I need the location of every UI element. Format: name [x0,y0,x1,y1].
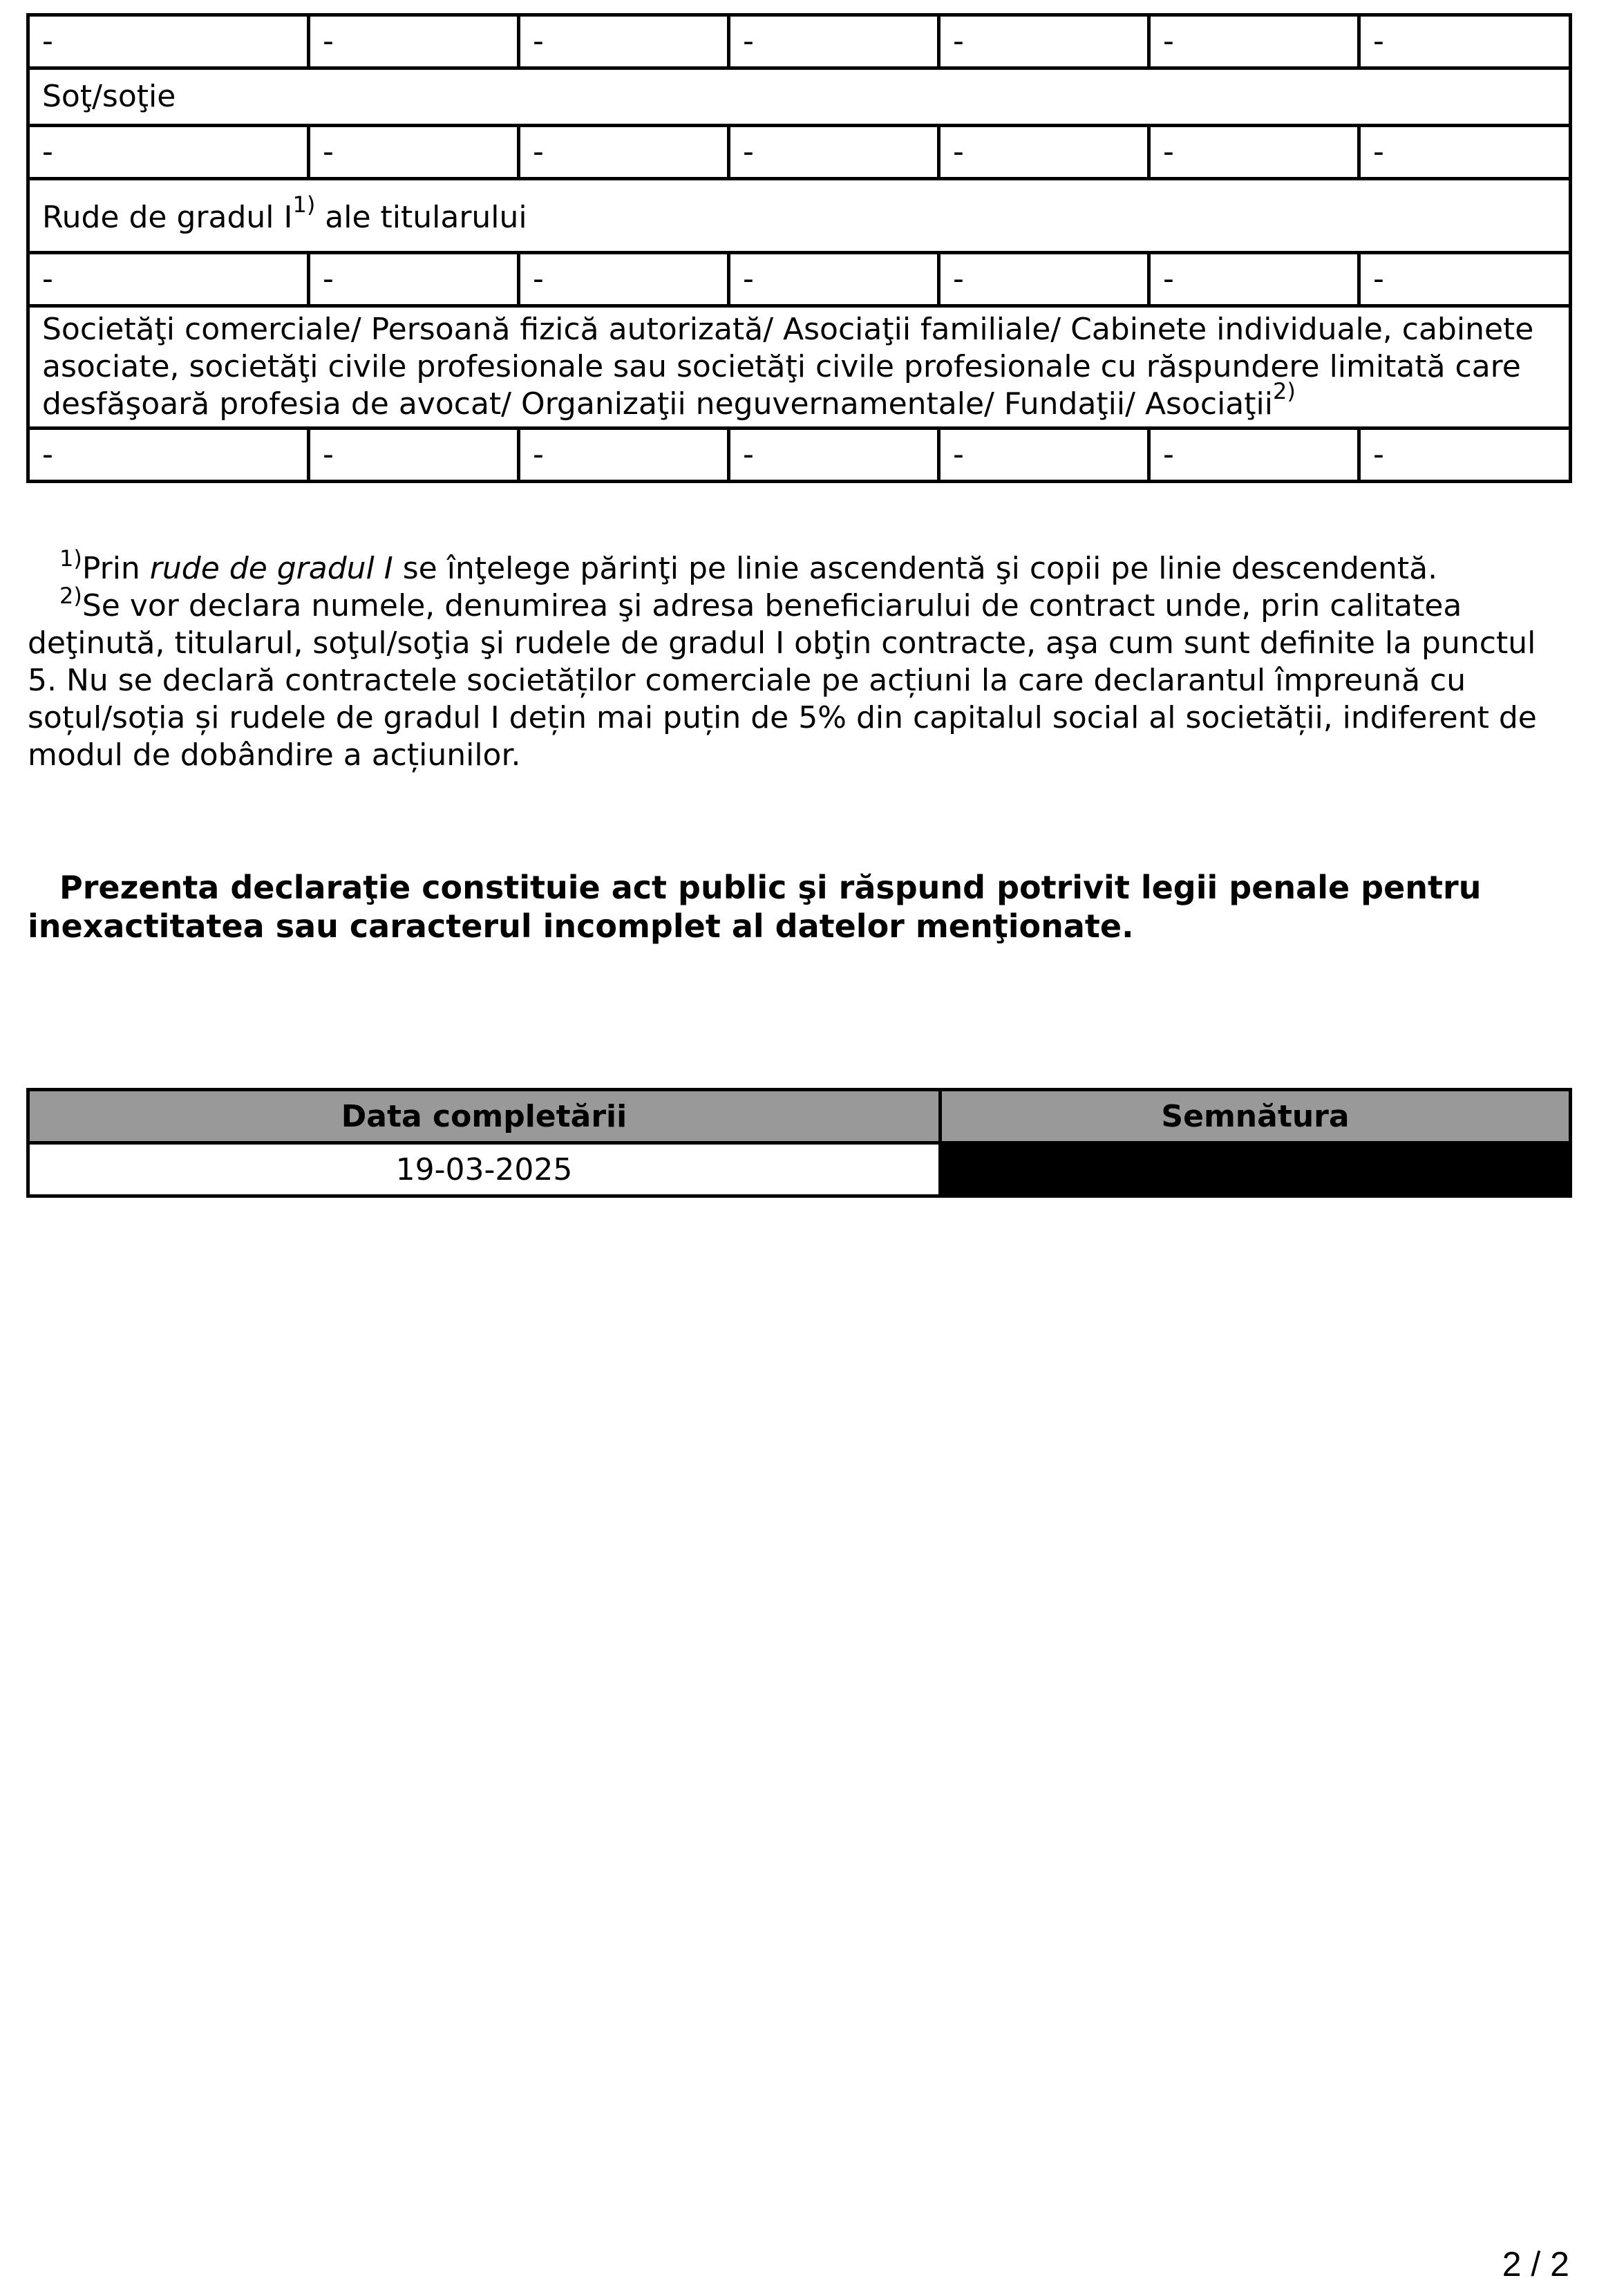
table-cell: - [1359,253,1571,306]
completion-date: 19-03-2025 [28,1143,941,1196]
signature-field [941,1143,1571,1196]
table-cell: - [309,253,519,306]
contracts-table [26,13,1572,483]
signature-table-row [28,1143,1571,1196]
table-cell: - [1359,15,1571,68]
signature-label: Semnătura [941,1090,1571,1143]
table-row [28,126,1571,179]
table-cell: - [28,429,309,482]
table-cell: - [729,15,939,68]
table-cell: - [28,15,309,68]
table-cell: - [519,253,729,306]
footnote-1-rest: se înţelege părinţi pe linie ascendentă şi copii pe linie descendentă. [393,551,1438,586]
footnotes [28,545,1569,774]
table-row [28,15,1571,68]
table-cell: - [309,15,519,68]
table-cell: - [1149,15,1359,68]
table-cell: - [1149,253,1359,306]
table-row [28,253,1571,306]
table-cell: - [1359,126,1571,179]
section-label-relatives [28,179,1571,253]
page-number: 2 / 2 [1502,2245,1569,2284]
footnote-2 [28,583,1569,774]
footnote-1-prefix: Prin [82,551,150,586]
table-cell: - [28,253,309,306]
table-cell: - [519,429,729,482]
companies-label: Societăţi comerciale/ Persoană fizică autorizată/ Asociaţii familiale/ Cabinete individuale, cabinete asociate, societăţi civile profesionale sau societăţi civile profesionale cu răspundere limitată care desfăşoară profesia de avocat/ Organizaţii neguvernamentale/ Fundaţii/ Asociaţii [42,312,1534,422]
footnote-1 [28,545,1569,587]
section-row-spouse [28,68,1571,126]
section-row-relatives [28,179,1571,253]
footnote-1-marker: 1) [59,545,82,572]
footnote-2-marker: 2) [59,583,82,610]
table-row [28,429,1571,482]
table-cell: - [1149,126,1359,179]
table-cell: - [1359,429,1571,482]
section-row-companies [28,306,1571,429]
section-label-companies [28,306,1571,429]
table-cell: - [519,126,729,179]
table-cell: - [729,126,939,179]
table-cell: - [309,126,519,179]
footnote-ref-1: 1) [292,191,316,218]
relatives-label-end: ale titularului [315,199,527,235]
table-cell: - [1149,429,1359,482]
table-cell: - [939,15,1149,68]
signature-table-header [28,1090,1571,1143]
table-cell: - [939,126,1149,179]
table-cell: - [309,429,519,482]
footnote-1-term: rude de gradul I [149,551,393,586]
footnote-ref-2: 2) [1272,378,1296,405]
footnote-2-text: Se vor declara numele, denumirea şi adresa beneficiarului de contract unde, prin calitatea deţinută, titularul, soţul/soţia şi rudele de gradul I obţin contracte, aşa cum sunt definite la punctul 5. Nu se declară contractele societăților comerciale pe acțiuni la care declarantul împreună cu soțul/soția și rudele de gradul I dețin mai puțin de 5% din capitalul social al societății, indiferent de modul de dobândire a acțiunilor. [28,588,1537,773]
signature-table [26,1088,1572,1198]
declaration-statement: Prezenta declaraţie constituie act public şi răspund potrivit legii penale pentru inexactitatea sau caracterul incomplet al datelor menţionate. [28,869,1482,945]
relatives-label-start: Rude de gradul I [42,199,293,235]
table-cell: - [939,429,1149,482]
table-cell: - [729,253,939,306]
table-cell: - [939,253,1149,306]
date-label: Data completării [28,1090,941,1143]
table-cell: - [729,429,939,482]
table-cell: - [28,126,309,179]
section-label-spouse: Soţ/soţie [28,68,1571,126]
table-cell: - [519,15,729,68]
